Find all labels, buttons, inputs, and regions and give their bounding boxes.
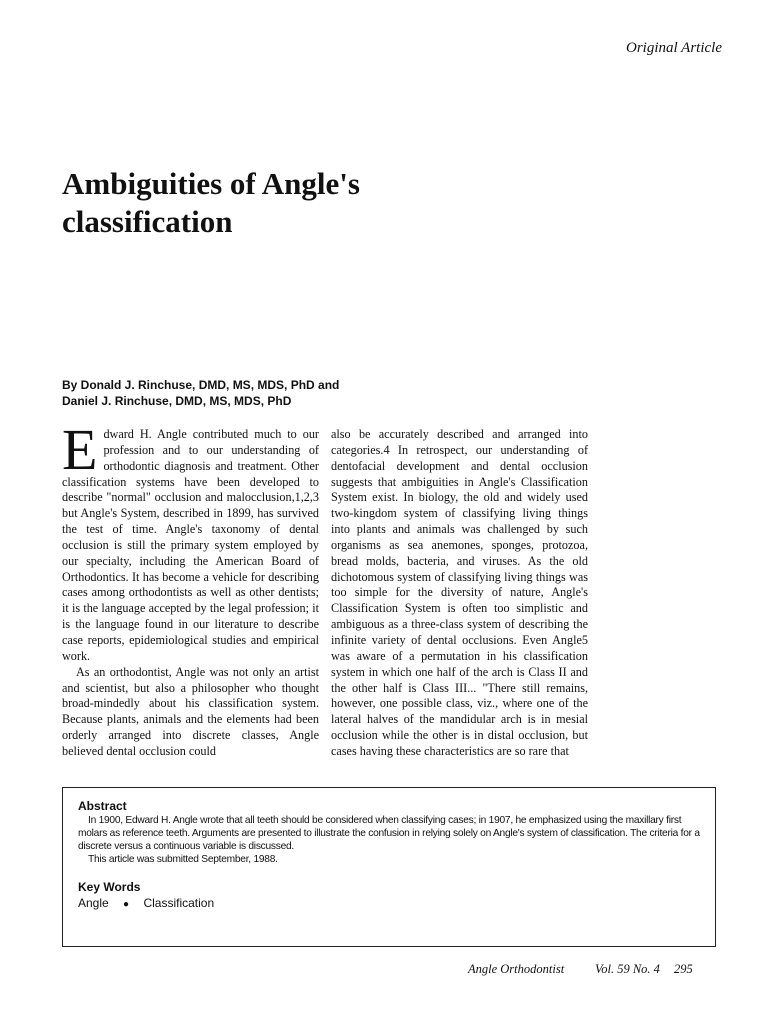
footer-page-number: 295	[674, 962, 693, 976]
body-paragraph-2: As an orthodontist, Angle was not only an artist and scientist, but also a philosopher who thought broad-mindedly about his classification system. Because plants, animals and the elements had been orderly arranged into discrete classes, Angle believed dental occlusion could	[62, 664, 319, 758]
body-paragraph-1: dward H. Angle contributed much to our profession and to our understanding of orthodontic diagnosis and treatment. Other classification systems have been developed to describe "normal" occlusion and malocclusion,1,2,3 but Angle's System, described in 1899, has survived the test of time. Angle's taxonomy of dental occlusion is still the primary system employed by our specialty, including the American Board of Orthodontics. It has become a vehicle for describing cases among orthodontists as well as other dentists; it is the language accepted by the legal profession; it is the language found in our literature to describe case reports, epidemiological studies and empirical work.	[62, 427, 319, 663]
keywords-list	[78, 896, 700, 910]
body-column-right	[331, 427, 588, 760]
author-byline	[62, 377, 339, 409]
abstract-heading: Abstract	[78, 799, 127, 813]
abstract-box	[62, 787, 716, 947]
drop-cap: E	[62, 417, 98, 482]
article-title: Ambiguities of Angle's classification	[62, 166, 360, 239]
author-line-2: Daniel J. Rinchuse, DMD, MS, MDS, PhD	[62, 394, 292, 408]
abstract-text: In 1900, Edward H. Angle wrote that all teeth should be considered when classifying cases; in 1907, he emphasized using the maxillary first molars as reference teeth. Arguments are presented to illustrate the confusion in relying solely on Angle's system of classification. The criteria for a discrete versus a continuous variable is discussed.	[78, 815, 700, 852]
body-paragraph-3: also be accurately described and arranged into categories.4 In retrospect, our understanding of dentofacial development and dental occlusion suggests that ambiguities in Angle's Classification System exist. In biology, the old and widely used two-kingdom system of classifying living things into plants and animals was challenged by such organisms as sea anemones, sponges, protozoa, bread molds, bacteria, and viruses. As the old dichotomous system of classifying living things was too simple for the diversity of nature, Angle's Classification System is often too simplistic and ambiguous as a three-class system of describing the infinite variety of dental occlusions. Even Angle5 was aware of a permutation in his classification system in which one half of the arch is Class II and the other half is Class III... "There still remains, however, one possible class, viz., where one of the lateral halves of the mandidular arch is in mesial occlusion while the other is in distal occlusion, but cases having these characteristics are so rare that	[331, 427, 588, 758]
section-label: Original Article	[626, 40, 722, 56]
footer-volume: Vol. 59 No. 4	[595, 962, 660, 976]
keyword-item: Classification	[143, 896, 215, 910]
keywords-heading: Key Words	[78, 880, 141, 894]
author-line-1: By Donald J. Rinchuse, DMD, MS, MDS, PhD and	[62, 378, 340, 392]
bullet-icon: ●	[123, 899, 130, 910]
body-column-left	[62, 417, 319, 760]
submission-note: This article was submitted September, 1988.	[88, 854, 278, 865]
keyword-item: Angle	[78, 896, 109, 910]
footer-journal: Angle Orthodontist	[468, 962, 565, 976]
